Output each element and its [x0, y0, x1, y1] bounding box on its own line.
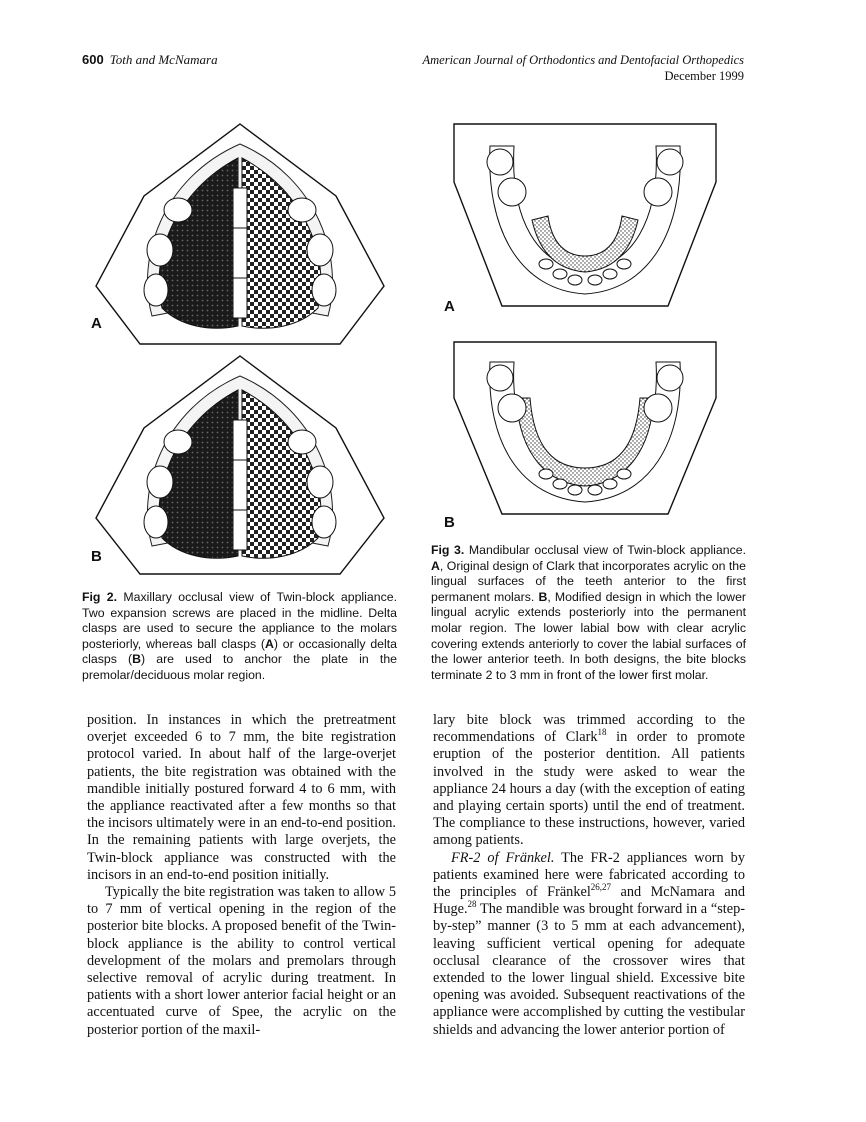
maxillary-occlusal-drawing-a	[90, 118, 390, 348]
citation: 28	[467, 899, 477, 910]
fig3-panel-b-label: B	[444, 514, 455, 531]
fig2-caption-ref-a: A	[265, 636, 274, 651]
body-right-column	[433, 712, 745, 1039]
fig3-caption	[431, 543, 746, 683]
mandibular-occlusal-drawing-a	[450, 120, 720, 310]
fig3-caption-ref-b: B	[538, 589, 548, 604]
body-paragraph: FR-2 of Fränkel. The FR-2 appliances worn by patients examined here were fabricated according to the principles of Fränkel$^{26,27}$ and McNamara and Huge.$^{28}$ The mandible was brought forward in a “step-by-step” manner (3 to 5 mm at each advancement), leaving sufficient vertical opening for adequate occlusal clearance of the crossover wires that extended to the lower lingual shield. Excessive bite opening was avoided. Subsequent reactivations of the appliance were accomplished by cutting the vestibular shields and advancing the lower anterior portion of	[433, 849, 745, 1038]
fig2-panel-a	[90, 118, 390, 348]
body-paragraph: lary bite block was trimmed according to the recommendations of Clark$^{18}$ in order to promote eruption of the posterior dentition. All patients involved in the study were asked to wear the appliance 24 hours a day (with the exception of eating and playing certain sports) until the end of treatment. The compliance to these instructions, however, varied among patients.	[433, 712, 745, 849]
fig2-panel-a-label: A	[91, 315, 102, 332]
fig2-caption-text-1: Maxillary occlusal view of Twin-block appliance. Two expansion screws are placed in the midline. Delta clasps are used to secure the appliance to the molars posteriorly, whereas ball clasps (	[82, 590, 397, 651]
journal-title: American Journal of Orthodontics and Dentofacial Orthopedics	[422, 53, 744, 67]
fig2-caption-label: Fig 2.	[82, 590, 118, 604]
fig3-panel-a-label: A	[444, 298, 455, 315]
citation: 26,27	[590, 882, 612, 893]
fig2-caption-ref-b: B	[132, 652, 141, 667]
page-number: 600	[82, 52, 104, 67]
body-paragraph: Typically the bite registration was taken to allow 5 to 7 mm of vertical opening in the region of the posterior bite blocks. A proposed benefit of the Twin-block appliance is the ability to control vertical development of the molars and premolars through selective removal of acrylic during treatment. In patients with a short lower anterior facial height or an accentuated curve of Spee, the acrylic on the posterior portion of the maxil-	[87, 884, 396, 1038]
running-header-right	[423, 52, 745, 84]
citation: 18	[597, 727, 607, 738]
fig3-caption-text-3: , Modified design in which the lower lingual acrylic extends posteriorly into the permanent molar region. The lower labial bow with clear acrylic covering extends anteriorly to cover the labial surfaces of the lower anterior teeth. In both designs, the bite blocks terminate 2 to 3 mm in front of the lower first molar.	[431, 589, 746, 682]
fig2-panel-b	[90, 350, 390, 578]
fig2-panel-b-label: B	[91, 548, 102, 565]
fig3-caption-ref-a: A	[431, 558, 440, 573]
fig3-caption-text-2: , Original design of Clark that incorporates acrylic on the lingual surfaces of the teeth anterior to the first permanent molars.	[431, 558, 746, 604]
fig3-caption-label: Fig 3.	[431, 543, 465, 557]
fig3-panel-a	[450, 120, 720, 310]
issue-date: December 1999	[664, 69, 744, 83]
mandibular-occlusal-drawing-b	[450, 338, 720, 518]
section-run-in-heading: FR-2 of Fränkel.	[451, 849, 555, 866]
fig2-caption	[82, 590, 397, 684]
fig3-panel-b	[450, 338, 720, 518]
fig3-caption-text-1: Mandibular occlusal view of Twin-block appliance.	[464, 543, 746, 557]
fig2-caption-text-3: ) are used to anchor the plate in the premolar/deciduous molar region.	[82, 652, 397, 682]
body-paragraph: position. In instances in which the pretreatment overjet exceeded 6 to 7 mm, the bite registration protocol varied. In about half of the large-overjet patients, the bite registration was obtained with the mandible initially postured forward 4 to 6 mm, with the appliance reactivated after a few months so that the incisors ultimately were in an end-to-end position. In the remaining patients with large overjets, the Twin-block appliance was constructed with the incisors in an end-to-end position initially.	[87, 712, 396, 883]
fig2-caption-text-2: ) or occasionally delta clasps (	[82, 636, 397, 667]
running-authors: Toth and McNamara	[109, 52, 218, 67]
body-left-column	[87, 712, 396, 1039]
maxillary-occlusal-drawing-b	[90, 350, 390, 578]
running-header-left	[82, 52, 218, 68]
